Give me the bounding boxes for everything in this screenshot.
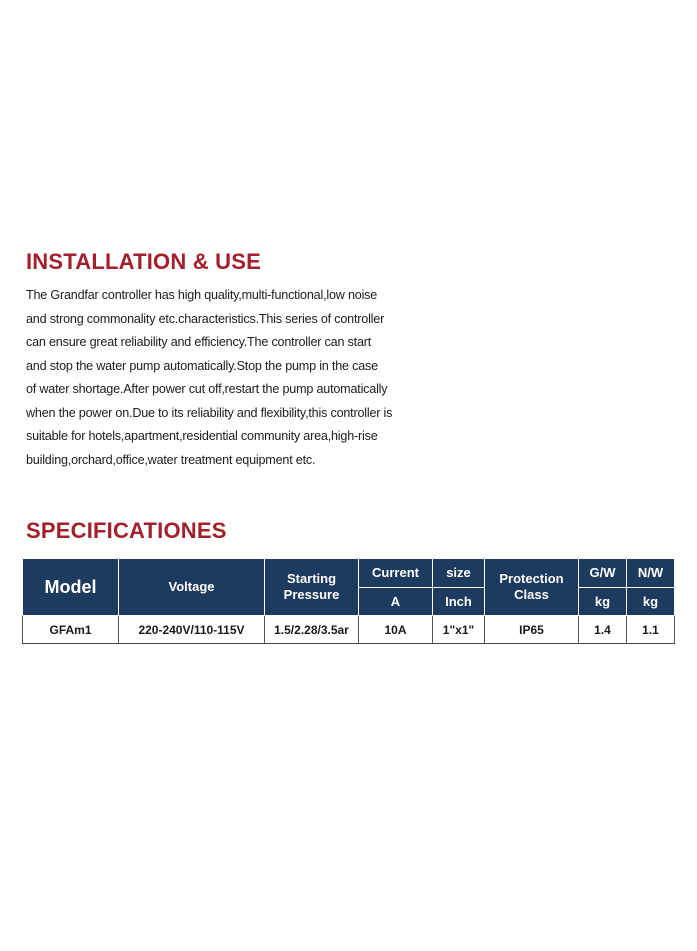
- paragraph-line: and strong commonality etc.characteristics.This series of controller: [26, 311, 385, 326]
- paragraph-line: suitable for hotels,apartment,residential community area,high-rise: [26, 429, 378, 443]
- installation-heading: INSTALLATION & USE: [26, 249, 261, 274]
- cell-voltage: 220-240V/110-115V: [119, 616, 265, 644]
- cell-size: 1"x1": [433, 616, 485, 644]
- header-starting-pressure: [265, 559, 359, 616]
- cell-protection-class: IP65: [485, 616, 579, 644]
- specifications-table: [22, 558, 675, 644]
- cell-nw: 1.1: [627, 616, 675, 644]
- cell-starting-pressure: 1.5/2.28/3.5ar: [265, 616, 359, 644]
- paragraph-line: can ensure great reliability and efficiency.The controller can start: [26, 335, 372, 349]
- header-nw: N/W: [627, 559, 675, 588]
- specifications-heading: SPECIFICATIONES: [26, 518, 227, 543]
- header-size: size: [433, 559, 485, 588]
- cell-model: GFAm1: [23, 616, 119, 644]
- header-starting-pressure-line: Pressure: [283, 587, 340, 602]
- header-protection-class-line: Class: [514, 587, 549, 602]
- installation-paragraph: [26, 284, 456, 472]
- cell-current: 10A: [359, 616, 433, 644]
- header-starting-pressure-line: Starting: [286, 571, 337, 586]
- header-nw-unit: kg: [627, 588, 675, 616]
- header-protection-class-line: Protection: [499, 571, 564, 586]
- paragraph-line: The Grandfar controller has high quality,multi-functional,low noise: [26, 288, 378, 302]
- header-voltage: Voltage: [119, 559, 265, 616]
- cell-gw: 1.4: [579, 616, 627, 644]
- paragraph-line: and stop the water pump automatically.Stop the pump in the case: [26, 358, 378, 373]
- header-current-unit: A: [359, 588, 433, 616]
- header-model: Model: [23, 559, 119, 616]
- paragraph-line: of water shortage.After power cut off,restart the pump automatically: [26, 382, 388, 396]
- header-gw: G/W: [579, 559, 627, 588]
- paragraph-line: when the power on.Due to its reliability and flexibility,this controller is: [26, 405, 393, 420]
- table-row: [23, 616, 675, 644]
- header-current: Current: [359, 559, 433, 588]
- header-protection-class: [485, 559, 579, 616]
- paragraph-line: building,orchard,office,water treatment equipment etc.: [26, 452, 316, 467]
- header-size-unit: Inch: [433, 588, 485, 616]
- header-gw-unit: kg: [579, 588, 627, 616]
